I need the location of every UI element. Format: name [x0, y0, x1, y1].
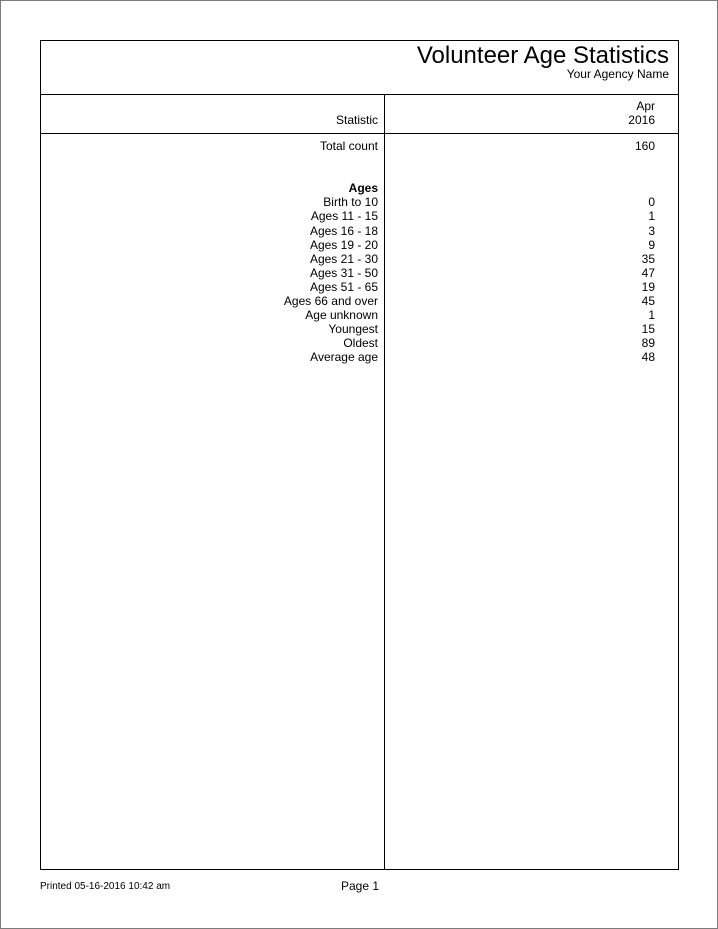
column-header-month: Apr: [636, 99, 655, 113]
column-header-divider: [41, 133, 678, 134]
label-youngest: Youngest: [328, 322, 378, 337]
value-total-count: 160: [634, 139, 655, 153]
label-ages-16-18: Ages 16 - 18: [309, 223, 378, 238]
column-header-year: 2016: [628, 113, 655, 127]
agency-name: Your Agency Name: [566, 67, 669, 81]
label-ages-11-15: Ages 11 - 15: [310, 209, 378, 224]
label-ages-heading: Ages: [348, 181, 378, 196]
label-ages-31-50: Ages 31 - 50: [309, 265, 378, 280]
label-ages-21-30: Ages 21 - 30: [309, 251, 378, 266]
report-frame: [40, 40, 679, 870]
label-ages-19-20: Ages 19 - 20: [309, 237, 378, 252]
statistic-values: [385, 139, 655, 365]
value-ages-51-65: 19: [641, 279, 655, 294]
label-oldest: Oldest: [343, 336, 378, 351]
label-ages-66-over: Ages 66 and over: [283, 294, 378, 309]
value-average-age: 48: [641, 350, 655, 365]
label-total-count: Total count: [319, 139, 378, 153]
value-ages-31-50: 47: [641, 265, 655, 280]
column-header-statistic: Statistic: [335, 113, 378, 127]
header-divider: [41, 94, 678, 95]
value-youngest: 15: [641, 322, 655, 337]
value-ages-heading-blank: [385, 181, 655, 195]
value-ages-21-30: 35: [641, 251, 655, 266]
value-ages-19-20: 9: [648, 237, 655, 252]
value-oldest: 89: [641, 336, 655, 351]
value-birth-to-10: 0: [648, 195, 655, 210]
printed-timestamp: Printed 05-16-2016 10:42 am: [40, 881, 171, 892]
value-age-unknown: 1: [648, 308, 655, 323]
report-title: Volunteer Age Statistics: [416, 42, 669, 69]
label-age-unknown: Age unknown: [305, 308, 378, 323]
spacer: [41, 153, 378, 181]
value-ages-16-18: 3: [648, 223, 655, 238]
statistic-labels: [41, 139, 378, 365]
value-ages-11-15: 1: [648, 209, 655, 224]
label-average-age: Average age: [310, 350, 378, 365]
column-header-period: [628, 99, 655, 127]
label-ages-51-65: Ages 51 - 65: [309, 279, 378, 294]
value-ages-66-over: 45: [641, 294, 655, 309]
spacer: [385, 153, 655, 181]
label-birth-to-10: Birth to 10: [323, 195, 378, 210]
page-number: Page 1: [341, 879, 380, 893]
